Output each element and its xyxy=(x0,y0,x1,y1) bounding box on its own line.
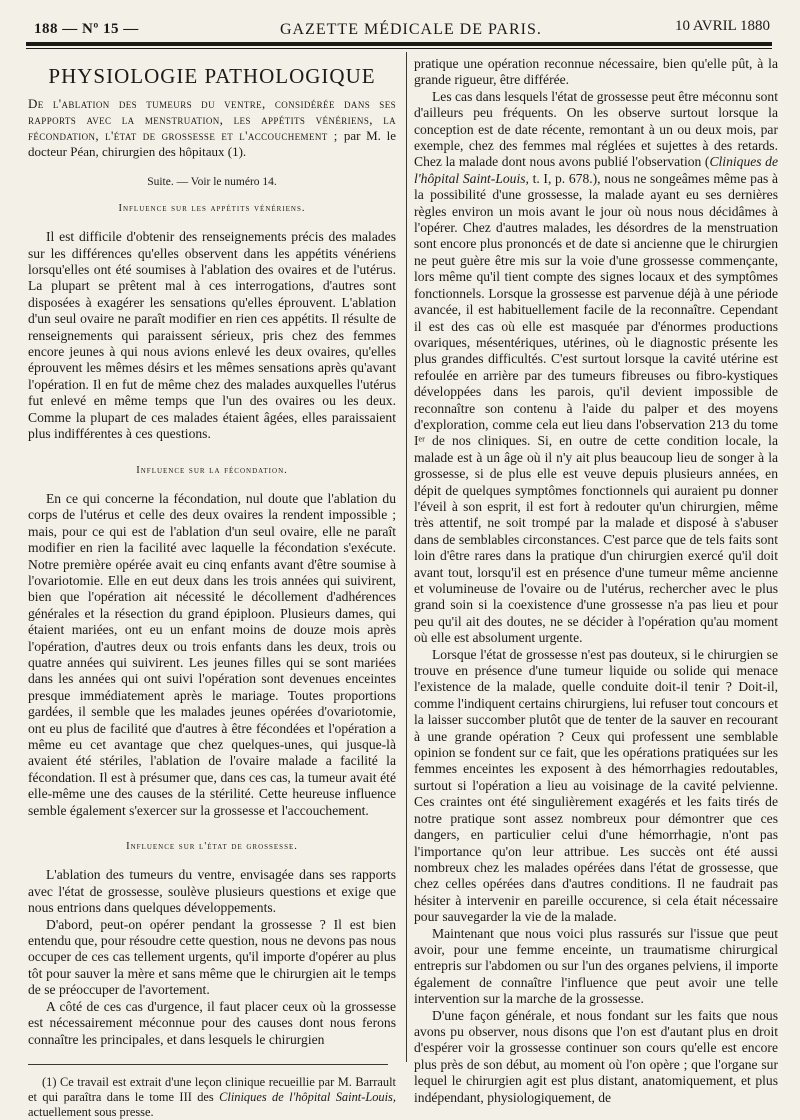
header-rule-thin xyxy=(26,48,772,49)
paragraph-part: Les cas dans lesquels l'état de grossesse peut être méconnu sont d'ailleurs peu fréquents. On les observe surtout lorsque la conception est de date récente, remontant à un ou deux mois, par exemple, chez des femmes mal réglées et sujettes à des retards. Chez la malade dont nous avons publié l'observation ( xyxy=(414,88,778,170)
paragraph: L'ablation des tumeurs du ventre, envisagée dans ses rapports avec l'état de grossesse, soulève plusieurs questions et exige que nous entrions dans quelques développements. xyxy=(28,867,396,916)
left-column xyxy=(28,58,396,1120)
paragraph: pratique une opération reconnue nécessaire, bien qu'elle pût, à la grande rigueur, être différée. xyxy=(414,56,778,88)
continuation-note: Suite. — Voir le numéro 14. xyxy=(147,176,277,189)
paragraph xyxy=(414,89,778,647)
paragraph: En ce qui concerne la fécondation, nul doute que l'ablation du corps de l'utérus et celle des deux ovaires la rendent impossible ; mais, pour ce qui est de l'ablation d'un seul ovaire, elle ne paraît modifier en rien la facilité avec laquelle la fécondation s'exécute. Notre première opérée avait eu cinq enfants avant d'être soumise à l'ovariotomie. Elle en eut deux dans les trois années qui suivirent, bien que l'opération ait nécessité le décollement d'adhérences générales et la résection du grand épiploon. Plusieurs dames, qui étaient mariées, ont eu un enfant moins de douze mois après l'opération, d'autres deux ou trois enfants dans les deux, trois ou quatre années qui suivirent. Les jeunes filles qui se sont mariées dans les années qui ont suivi l'opération sont devenues enceintes presque immédiatement après le mariage. Toutes proportions gardées, il semble que les malades jeunes opérées d'ovariotomie, ont eu plus de facilité que d'autres à être fécondées et l'opération a même eu cet avantage que chez quelques-unes, qui jusque-là avaient été stériles, l'ablation de l'ovaire malade a facilité la fécondation. Il est à présumer que, dans ces cas, la tumeur avait été elle-même une des causes de la stérilité. Cette heureuse influence semble également s'exercer sur la grossesse et l'accouchement. xyxy=(28,490,396,818)
section-title: PHYSIOLOGIE PATHOLOGIQUE xyxy=(48,64,376,88)
heading-fecondation: Influence sur la fécondation. xyxy=(136,464,288,476)
paragraph: A côté de ces cas d'urgence, il faut placer ceux où la grossesse est nécessairement méconnue pour des causes dont nous ferons connaître les principales, et dans lesquels le chirurgien xyxy=(28,998,396,1047)
subtitle-author: par M. le docteur Péan, chirurgien des hôpitaux (1). xyxy=(28,128,396,160)
header-rule-thick xyxy=(26,42,772,46)
issue-date: 10 AVRIL 1880 xyxy=(674,18,770,34)
paragraph-part: t. I, p. 678.), nous ne songeâmes même pas à la possibilité d'une grossesse, la malade ayant eu ses dernières règles environ un mois avant le jour où nous nous décidâmes à l'opérer. Chez d'autres malades, les désordres de la menstruation sont encore plus prononcés et de date si ancienne que le chirurgien ne peut guère être mis sur la voie d'une grossesse commençante, lors même qu'il tient compte des signes locaux et des symptômes fonctionnels. Lorsque la grossesse est parvenue déjà à une période avancée, il est habituellement facile de la reconnaître. Cependant il est des cas où elle est masquée par d'énormes productions ovariques, mésentériques, utérines, où le diagnostic présente les plus grandes difficultés. C'est surtout lorsque la cavité utérine est refoulée en arrière par des tumeurs fibreuses ou fibro-kystiques développées dans les parois, qu'il devient impossible de reconnaître son contenu à l'aide du palper et des moyens d'exploration, comme cela eut lieu dans l'observation 213 du tome Iᵉʳ de nos cliniques. Si, en outre de cette condition locale, la malade est à un âge où il n'y ait plus beaucoup lieu de songer à la grossesse, si de plus elle est veuve depuis plusieurs années, en dépit de quelques symptômes fonctionnels qui auraient pu donner l'éveil à son esprit, il est fort à redouter qu'un chirurgien, même très attentif, ne soit trompé par la malade et disposé à s'abuser dans de semblables circonstances. C'est parce que de tels faits sont loin d'être rares dans la pratique d'un chirurgien exercé qu'il doit avant tout, lorsqu'il est en présence d'une tumeur même ancienne et volumineuse de l'ovaire ou de l'utérus, rechercher avec le plus grand soin si la coexistence d'une grossesse n'a pas lieu et pour peu qu'il ait des doutes, ne se décider à l'opération qu'au moment où elle est absolument urgente. xyxy=(414,170,778,646)
subtitle-text: De l'ablation des tumeurs du ventre, considérée dans ses rapports avec la menstruation, les appétits vénériens, la fécondation, l'état de grossesse et l'accouchement ; xyxy=(28,96,396,144)
paragraph: Maintenant que nous voici plus rassurés sur l'issue que peut avoir, pour une femme enceinte, un traumatisme chirurgical entrepris sur l'abdomen ou sur l'un des organes pelviens, il importe également de connaître l'influence que peut avoir une telle intervention sur la marche de la grossesse. xyxy=(414,925,778,1007)
column-divider xyxy=(406,52,407,1062)
heading-grossesse: Influence sur l'état de grossesse. xyxy=(126,841,298,853)
article-subtitle xyxy=(28,96,396,160)
paragraph: Il est difficile d'obtenir des renseignements précis des malades sur les différences qu'elles observent dans les appétits vénériens lorsqu'elles ont été soumises à l'ablation des ovaires et de l'utérus. La plupart se prêtent mal à ces interrogations, d'autres sont disposées à exagérer les sensations qu'elles éprouvent. L'ablation d'un seul ovaire ne paraît modifier en rien ces appétits. Il résulte de renseignements qui paraissent sérieux, pris chez des femmes encore jeunes à qui nous avions enlevé les deux ovaires, qu'elles éprouvent les mêmes désirs et les mêmes sensations après qu'avant l'opération. Il en fut de même chez des malades auxquelles l'utérus fut enlevé en même temps que l'un des ovaires ou les deux. Comme la plupart de ces malades étaient âgées, elles paraissaient plus indifférentes à ces questions. xyxy=(28,229,396,442)
page-number: 188 — Nº 15 — xyxy=(34,21,139,37)
footnote-italic: Cliniques de l'hôpital Saint-Louis, xyxy=(219,1089,396,1104)
footnote-rule xyxy=(28,1064,388,1065)
paragraph: D'une façon générale, et nous fondant sur les faits que nous avons pu observer, nous disons que l'on est d'autant plus en droit d'espérer voir la grossesse continuer son cours qu'elle est encore plus près de son début, au moment où l'on opère ; que l'organe sur lequel le chirurgien agit est plus distant, anatomiquement, et plus indépendant, physiologiquement, de xyxy=(414,1007,778,1105)
footnote-text: (1) Ce travail est extrait d'une leçon clinique recueillie par M. Barrault et qui paraîtra dans le tome III des xyxy=(28,1074,396,1104)
heading-appetits: Influence sur les appétits vénériens. xyxy=(118,202,306,214)
footnote-end: actuellement sous presse. xyxy=(28,1104,154,1119)
paragraph: D'abord, peut-on opérer pendant la grossesse ? Il est bien entendu que, pour résoudre cette question, nous ne devons pas nous occuper de ces cas tellement urgents, qu'il importe d'opérer au plus tôt pour sauver la mère et sans même que le chirurgien ait le temps de se préoccuper de l'avortement. xyxy=(28,916,396,998)
citation-italic: Cliniques de l'hôpital Saint-Louis, xyxy=(414,154,778,186)
journal-title: GAZETTE MÉDICALE DE PARIS. xyxy=(280,21,542,38)
paragraph: Lorsque l'état de grossesse n'est pas douteux, si le chirurgien se trouve en présence d'une tumeur liquide ou solide qui menace l'existence de la malade, quelle conduite doit-il tenir ? Doit-il, comme l'indiquent certains chirurgiens, lui refuser tout concours et la laisser succomber plutôt que de tenter de la sauver en recourant à une grande opération ? Ceux qui professent une semblable opinion se fondent sur ce fait, que les opérations pratiquées sur les femmes enceintes les exposent à des hémorrhagies redoutables, surtout si l'opération a lieu au voisinage de la cavité pelvienne. Ces craintes ont été singulièrement exagérés et les faits tirés de notre pratique sont assez nombreux pour démontrer que ces dangers, en particulier celui d'une hémorrhagie, n'ont pas l'importance qu'on leur attribue. Les succès ont été aussi nombreux chez les malades opérées dans l'état de grossesse, que chez celles opérées dans d'autres conditions. Il ne faudrait pas hésiter à intervenir en pareille occurence, si cela était nécessaire pour sauvegarder la vie de la malade. xyxy=(414,646,778,925)
footnote xyxy=(28,1075,396,1120)
right-column xyxy=(414,56,778,1106)
